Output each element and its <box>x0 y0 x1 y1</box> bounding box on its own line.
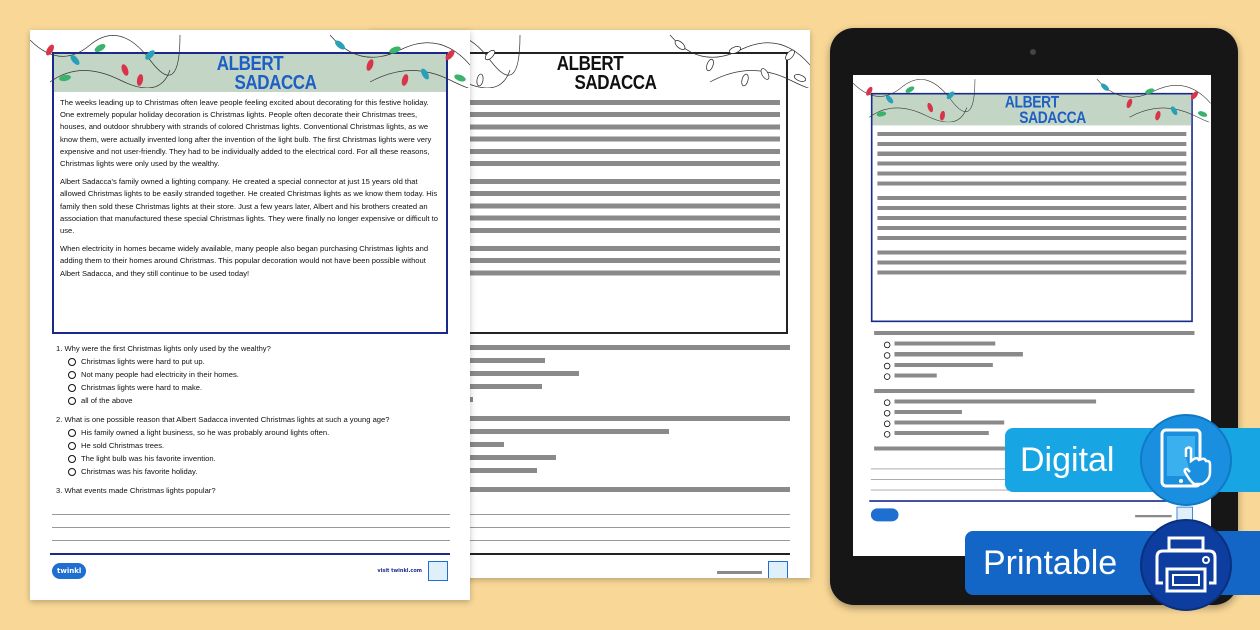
reading-passage-box <box>871 93 1193 322</box>
option[interactable] <box>56 355 450 368</box>
option-label: His family owned a light business, so he was probably around lights often. <box>81 428 330 437</box>
paragraph: Albert Sadacca's family owned a lighting company. He created a special connector at just 15 years old that allowed Christmas lights to be easily stranded together. He created Christmas lights as we know them today. His family then sold these Christmas lights at their store. Just a few years later, Albert and his brothers created an association that manufactured these special Christmas lights. They were finally no longer expensive or difficult to use. <box>60 177 438 236</box>
tablet-device <box>830 28 1238 605</box>
option-label-placeholder <box>894 339 995 350</box>
radio-icon[interactable] <box>884 352 891 359</box>
twinkl-logo-placeholder <box>871 508 899 521</box>
worksheet-footer <box>869 500 1194 533</box>
radio-icon[interactable] <box>884 373 891 380</box>
radio-icon[interactable] <box>884 341 891 348</box>
radio-icon[interactable] <box>884 362 891 369</box>
title-line-2: SADACCA <box>574 72 657 94</box>
option[interactable] <box>874 339 1194 350</box>
passage <box>873 125 1192 278</box>
option[interactable] <box>874 360 1194 371</box>
radio-icon[interactable] <box>68 358 76 366</box>
twinkl-logo: twinkl <box>52 563 86 579</box>
footer-url-placeholder <box>717 568 762 574</box>
paragraph-placeholder <box>877 248 1186 278</box>
reading-passage-box <box>52 52 448 334</box>
option[interactable] <box>874 397 1194 408</box>
option[interactable] <box>874 408 1194 419</box>
option[interactable] <box>56 426 450 439</box>
paragraph: The weeks leading up to Christmas often leave people feeling excited about decorating for this festive holiday. One extremely popular holiday decoration is Christmas lights. People often decorate their Christmas trees, houses, and outdoor shrubbery with strands of colored Christmas lights. Conventional Christmas lights, as we know them, were actually invented long after the invention of the light bulb. The first Christmas lights were very expensive and not user-friendly. They had to be individually added to the electrical cord. For all these reasons, Christmas lights were only used by the wealthy. <box>60 98 432 169</box>
worksheet-color <box>30 30 470 600</box>
title-line-1: ALBERT <box>216 53 284 75</box>
printer-icon <box>1140 519 1232 611</box>
worksheet-footer <box>50 553 450 593</box>
radio-icon[interactable] <box>68 397 76 405</box>
option-label-placeholder <box>894 418 1004 429</box>
option-label-placeholder <box>894 350 1022 361</box>
tablet-touch-icon <box>1140 414 1232 506</box>
title-line-1: ALBERT <box>556 53 624 75</box>
option[interactable] <box>56 439 450 452</box>
option[interactable] <box>874 350 1194 361</box>
question-1 <box>874 329 1194 382</box>
answer-lines[interactable] <box>52 514 450 553</box>
option-label: He sold Christmas trees. <box>81 441 165 450</box>
question-1 <box>56 342 450 407</box>
question-2 <box>56 413 450 478</box>
title-band <box>873 95 1192 126</box>
radio-icon[interactable] <box>68 429 76 437</box>
quality-stamp-icon <box>428 561 448 581</box>
question-text-placeholder <box>874 386 1194 397</box>
printable-label: Printable <box>983 543 1118 582</box>
paragraph-placeholder <box>877 194 1186 244</box>
option-label: Christmas lights were hard to put up. <box>81 357 205 366</box>
radio-icon[interactable] <box>68 371 76 379</box>
footer-url: visit twinkl.com <box>377 568 422 574</box>
radio-icon[interactable] <box>884 410 891 417</box>
option[interactable] <box>56 394 450 407</box>
radio-icon[interactable] <box>68 468 76 476</box>
question-text-placeholder <box>874 329 1194 340</box>
title-band <box>54 54 446 92</box>
radio-icon[interactable] <box>884 431 891 438</box>
title-line-2: SADACCA <box>234 72 317 94</box>
option-label-placeholder <box>894 408 961 419</box>
digital-label: Digital <box>1020 440 1115 479</box>
question-text: 3. What events made Christmas lights popular? <box>56 486 216 495</box>
radio-icon[interactable] <box>68 455 76 463</box>
radio-icon[interactable] <box>68 384 76 392</box>
option-label: Christmas was his favorite holiday. <box>81 467 198 476</box>
paragraph-placeholder <box>877 129 1186 188</box>
option[interactable] <box>874 371 1194 382</box>
title-line-2: SADACCA <box>1019 109 1086 128</box>
worksheet-title <box>423 55 756 93</box>
option-label: Not many people had electricity in their homes. <box>81 370 239 379</box>
question-text: 1. Why were the first Christmas lights only used by the wealthy? <box>56 344 271 353</box>
paragraph: When electricity in homes became widely available, many people also began purchasing Christmas lights and adding them to their homes around Christmas. This popular decoration would not have been possible without Albert Sadacca, and they still continue to be used today! <box>60 244 429 278</box>
option[interactable] <box>56 381 450 394</box>
option[interactable] <box>56 368 450 381</box>
radio-icon[interactable] <box>68 442 76 450</box>
option-label-placeholder <box>894 371 936 382</box>
footer-url-placeholder <box>1135 512 1172 517</box>
option-label: Christmas lights were hard to make. <box>81 383 203 392</box>
camera-icon <box>1030 49 1036 55</box>
question-text: 2. What is one possible reason that Albert Sadacca invented Christmas lights at such a young age? <box>56 415 390 424</box>
radio-icon[interactable] <box>884 420 891 427</box>
option-label-placeholder <box>894 397 1096 408</box>
option-label-placeholder <box>894 360 992 371</box>
option-label-placeholder <box>894 429 988 440</box>
option[interactable] <box>56 465 450 478</box>
radio-icon[interactable] <box>884 399 891 406</box>
option[interactable] <box>56 452 450 465</box>
option-label: all of the above <box>81 396 133 405</box>
questions <box>56 342 450 503</box>
quality-stamp-icon <box>768 561 788 578</box>
title-line-1: ALBERT <box>1004 93 1059 112</box>
question-3 <box>56 484 450 497</box>
worksheet-title <box>83 55 416 93</box>
passage <box>54 92 446 280</box>
option-label: The light bulb was his favorite invention. <box>81 454 216 463</box>
worksheet-title <box>896 95 1167 126</box>
